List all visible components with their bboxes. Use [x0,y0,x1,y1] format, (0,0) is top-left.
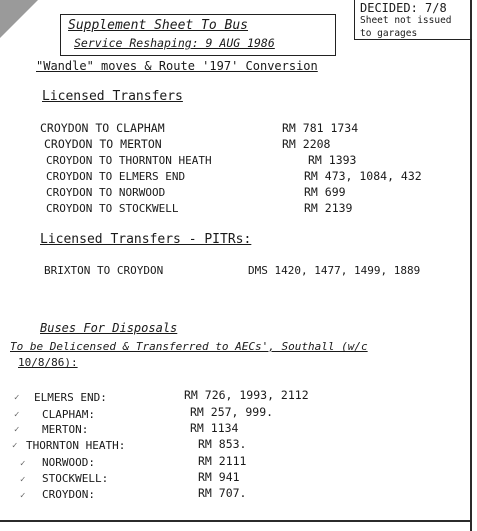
transfer-route: CROYDON TO CLAPHAM [40,121,165,135]
disposal-vehicles: RM 257, 999. [190,405,274,419]
pitrs-heading: Licensed Transfers - PITRs: [40,232,252,247]
tick-mark: ✓ [14,393,20,403]
title-line-1: Supplement Sheet To Bus [68,18,249,33]
disposal-vehicles: RM 1134 [190,421,239,435]
transfer-vehicles: RM 699 [304,185,346,199]
tick-mark: ✓ [20,475,26,485]
pitrs-route: BRIXTON TO CROYDON [44,264,164,277]
transfer-vehicles: RM 1393 [308,153,357,167]
transfer-vehicles: RM 781 1734 [282,121,359,135]
licensed-transfers-heading: Licensed Transfers [42,89,183,104]
tick-mark: ✓ [14,425,20,435]
transfer-vehicles: RM 473, 1084, 432 [304,169,422,183]
disposal-garage: ELMERS END: [34,391,107,404]
transfer-vehicles: RM 2139 [304,201,353,215]
transfer-route: CROYDON TO ELMERS END [46,170,186,183]
disposal-vehicles: RM 2111 [198,454,247,468]
disposal-garage: CLAPHAM: [42,408,95,421]
transfer-route: CROYDON TO MERTON [44,137,162,151]
disposal-vehicles: RM 853. [198,437,247,451]
page-edge-bottom [0,520,472,522]
transfer-vehicles: RM 2208 [282,137,331,151]
disposal-garage: THORNTON HEATH: [26,439,126,452]
transfer-route: CROYDON TO STOCKWELL [46,202,179,215]
folded-corner [0,0,38,38]
title-line-2: Service Reshaping: 9 AUG 1986 [74,36,275,50]
disposal-vehicles: RM 726, 1993, 2112 [184,388,309,402]
tick-mark: ✓ [20,491,26,501]
transfer-route: CROYDON TO THORNTON HEATH [46,154,212,167]
transfer-route: CROYDON TO NORWOOD [46,186,166,199]
disposals-heading: Buses For Disposals [40,321,178,335]
disposal-garage: CROYDON: [42,488,95,501]
disposal-garage: MERTON: [42,423,89,436]
disposal-garage: STOCKWELL: [42,472,109,485]
disposals-date: 10/8/86): [18,356,78,369]
tick-mark: ✓ [20,459,26,469]
decided-date: DECIDED: 7/8 [360,1,447,15]
page-edge-right [470,0,472,531]
disposals-instruction: To be Delicensed & Transferred to AECs', Southall (w/c [10,340,368,353]
tick-mark: ✓ [14,410,20,420]
subtitle: "Wandle" moves & Route '197' Conversion [36,59,318,73]
pitrs-vehicles: DMS 1420, 1477, 1499, 1889 [248,264,421,277]
decided-note-1: Sheet not issued [360,15,452,26]
disposal-vehicles: RM 707. [198,486,247,500]
decided-note-2: to garages [360,28,418,39]
tick-mark: ✓ [12,441,18,451]
disposal-garage: NORWOOD: [42,456,95,469]
disposal-vehicles: RM 941 [198,470,240,484]
